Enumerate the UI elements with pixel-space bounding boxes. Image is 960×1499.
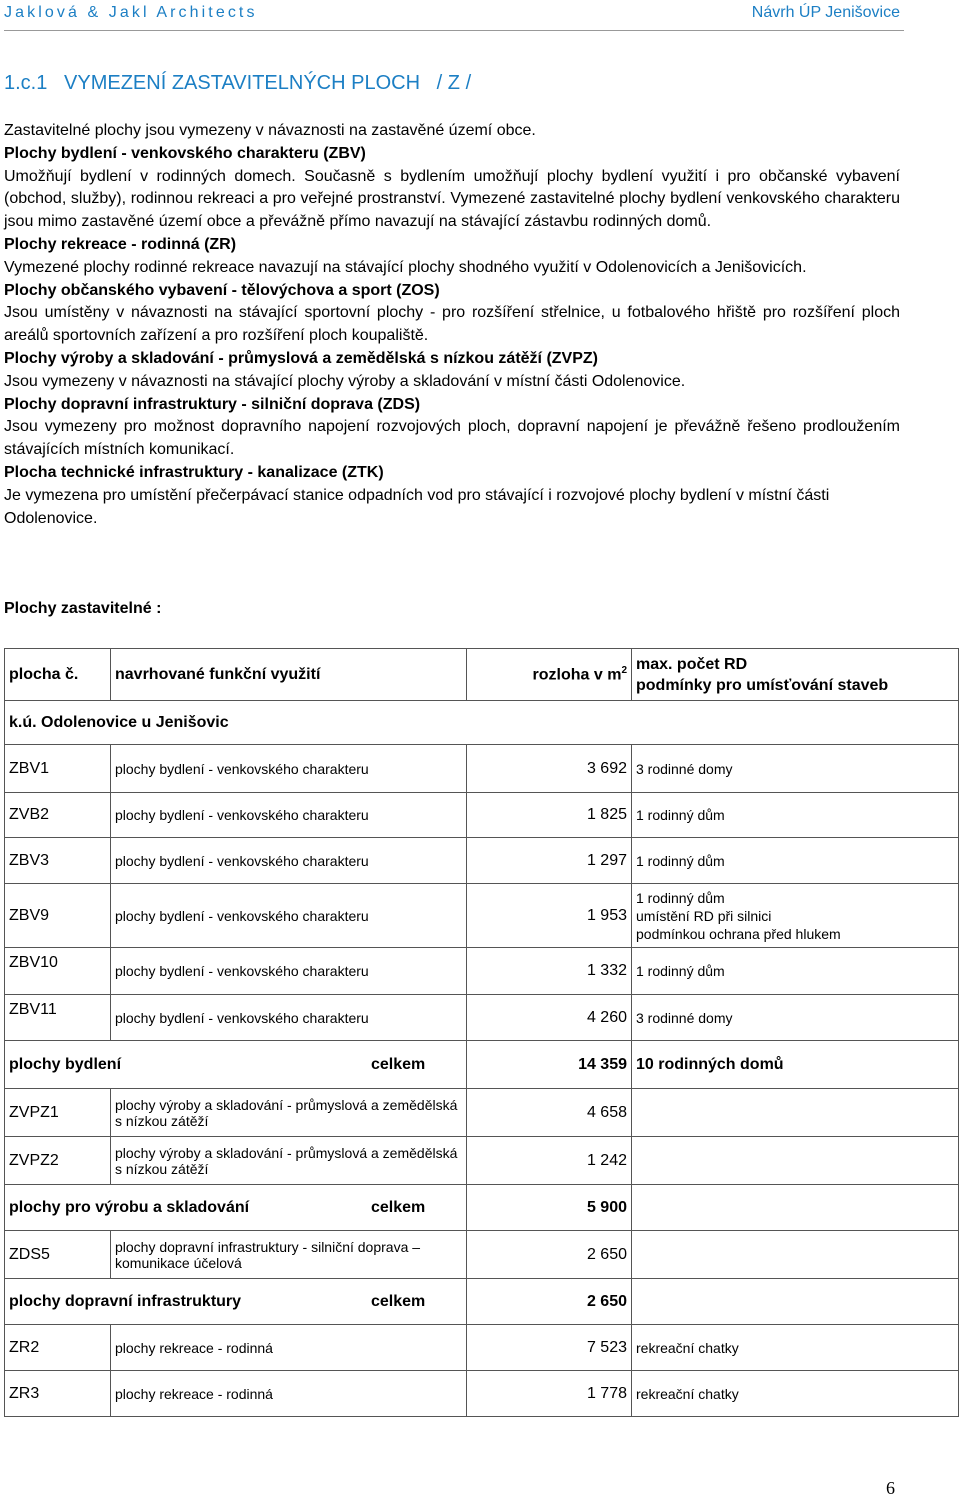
summary-label-cell: plochy dopravní infrastruktury celkem — [5, 1279, 467, 1325]
cell-zone-area: 4 658 — [467, 1089, 632, 1137]
cell-zone-id: ZBV1 — [5, 745, 111, 793]
cell-zone-notes: 3 rodinné domy — [632, 995, 959, 1041]
section-title: 1.c.1 VYMEZENÍ ZASTAVITELNÝCH PLOCH / Z / — [4, 72, 472, 94]
page-number: 6 — [886, 1478, 895, 1498]
cell-zone-use: plochy rekreace - rodinná — [111, 1371, 467, 1417]
paragraph: Vymezené plochy rodinné rekreace navazují na stávající plochy shodného využití v Odolenovicích a Jenišovicích. — [4, 258, 807, 276]
cell-zone-id: ZBV3 — [5, 838, 111, 884]
table-row — [5, 1089, 959, 1137]
header-divider — [4, 30, 904, 31]
table-row — [5, 1231, 959, 1279]
cell-zone-use: plochy bydlení - venkovského charakteru — [111, 884, 467, 948]
summary-label-cell: plochy pro výrobu a skladování celkem — [5, 1185, 467, 1231]
cell-zone-use: plochy bydlení - venkovského charakteru — [111, 948, 467, 995]
summary-note: 10 rodinných domů — [632, 1041, 959, 1089]
cell-zone-area: 1 778 — [467, 1371, 632, 1417]
cell-zone-use: plochy dopravní infrastruktury - silniční doprava – komunikace účelová — [111, 1231, 467, 1279]
table-header-row — [5, 649, 959, 701]
cadastre-row — [5, 701, 959, 745]
cell-zone-area: 1 953 — [467, 884, 632, 948]
cell-zone-id: ZVB2 — [5, 793, 111, 838]
table-row — [5, 793, 959, 838]
cell-zone-notes: 1 rodinný dům — [632, 793, 959, 838]
table-row — [5, 1325, 959, 1371]
cell-zone-notes: rekreační chatky — [632, 1371, 959, 1417]
cell-zone-use: plochy bydlení - venkovského charakteru — [111, 995, 467, 1041]
cadastre-label: k.ú. Odolenovice u Jenišovic — [5, 701, 959, 745]
cell-zone-notes — [632, 1231, 959, 1279]
cell-zone-notes — [632, 1137, 959, 1185]
header-document: Návrh ÚP Jenišovice — [751, 4, 900, 21]
cell-zone-use: plochy rekreace - rodinná — [111, 1325, 467, 1371]
paragraph-heading: Plochy občanského vybavení - tělovýchova a sport (ZOS) — [4, 281, 440, 299]
body-text — [4, 120, 900, 530]
cell-zone-use: plochy výroby a skladování - průmyslová a zemědělská s nízkou zátěží — [111, 1089, 467, 1137]
cell-zone-id: ZBV11 — [5, 995, 111, 1041]
paragraph-heading: Plochy výroby a skladování - průmyslová a zemědělská s nízkou zátěží (ZVPZ) — [4, 349, 598, 367]
summary-area: 14 359 — [467, 1041, 632, 1089]
table-row — [5, 745, 959, 793]
table-row — [5, 1371, 959, 1417]
cell-zone-area: 7 523 — [467, 1325, 632, 1371]
summary-row — [5, 1041, 959, 1089]
table-title: Plochy zastavitelné : — [4, 600, 162, 617]
cell-zone-area: 1 332 — [467, 948, 632, 995]
table-row — [5, 838, 959, 884]
cell-zone-area: 1 297 — [467, 838, 632, 884]
table-row — [5, 948, 959, 995]
header-company: Jaklová & Jakl Architects — [4, 4, 258, 21]
cell-zone-id: ZDS5 — [5, 1231, 111, 1279]
table-row — [5, 995, 959, 1041]
col-header-area: rozloha v $m^2$ — [467, 649, 632, 701]
col-header-use: navrhované funkční využití — [111, 649, 467, 701]
cell-zone-id: ZVPZ1 — [5, 1089, 111, 1137]
summary-label-cell: plochy bydlení celkem — [5, 1041, 467, 1089]
paragraph: Umožňují bydlení v rodinných domech. Současně s bydlením umožňují plochy bydlení využití i pro občanské vybavení (obchod, služby), rodinnou rekreaci a pro veřejné prostranství. Vymezené zastavitelné plochy bydlení venkovského charakteru jsou mimo zastavěné území obce a převážně přímo navazují na stávající zástavbu rodinných domů. — [4, 167, 900, 231]
paragraph: Zastavitelné plochy jsou vymezeny v návaznosti na zastavěné území obce. — [4, 122, 536, 139]
cell-zone-id: ZR3 — [5, 1371, 111, 1417]
cell-zone-use: plochy výroby a skladování - průmyslová a zemědělská s nízkou zátěží — [111, 1137, 467, 1185]
cell-zone-notes — [632, 1089, 959, 1137]
paragraph-heading: Plochy dopravní infrastruktury - silniční doprava (ZDS) — [4, 395, 421, 413]
paragraph-heading: Plochy rekreace - rodinná (ZR) — [4, 235, 237, 253]
paragraph: Je vymezena pro umístění přečerpávací stanice odpadních vod pro stávající i rozvojové plochy bydlení v místní části Odolenovice. — [4, 486, 830, 527]
summary-area: 5 900 — [467, 1185, 632, 1231]
summary-note — [632, 1185, 959, 1231]
paragraph: Jsou vymezeny v návaznosti na stávající plochy výroby a skladování v místní části Odolenovice. — [4, 372, 686, 390]
cell-zone-area: 1 242 — [467, 1137, 632, 1185]
cell-zone-id: ZBV10 — [5, 948, 111, 995]
cell-zone-id: ZBV9 — [5, 884, 111, 948]
col-header-id: plocha č. — [5, 649, 111, 701]
cell-zone-id: ZVPZ2 — [5, 1137, 111, 1185]
cell-zone-area: 1 825 — [467, 793, 632, 838]
paragraph-heading: Plocha technické infrastruktury - kanalizace (ZTK) — [4, 463, 384, 481]
cell-zone-area: 2 650 — [467, 1231, 632, 1279]
cell-zone-use: plochy bydlení - venkovského charakteru — [111, 793, 467, 838]
cell-zone-notes: 1 rodinný dům — [632, 948, 959, 995]
table-row — [5, 884, 959, 948]
page-header — [0, 0, 960, 34]
cell-zone-notes: 3 rodinné domy — [632, 745, 959, 793]
paragraph-heading: Plochy bydlení - venkovského charakteru (ZBV) — [4, 144, 366, 162]
paragraph: Jsou vymezeny pro možnost dopravního napojení rozvojových ploch, dopravní napojení je převážně řešeno prodloužením stávajících místních komunikací. — [4, 418, 900, 459]
cell-zone-area: 4 260 — [467, 995, 632, 1041]
cell-zone-notes: 1 rodinný dům umístění RD při silnici podmínkou ochrana před hlukem — [632, 884, 959, 948]
summary-row — [5, 1279, 959, 1325]
cell-zone-notes: rekreační chatky — [632, 1325, 959, 1371]
col-header-notes: max. počet RD podmínky pro umísťování staveb — [632, 649, 959, 701]
cell-zone-use: plochy bydlení - venkovského charakteru — [111, 838, 467, 884]
paragraph: Jsou umístěny v návaznosti na stávající sportovní plochy - pro rozšíření střelnice, u fotbalového hřiště pro rozšíření ploch areálů sportovních zařízení a pro rozšíření ploch koupaliště. — [4, 304, 900, 345]
cell-zone-use: plochy bydlení - venkovského charakteru — [111, 745, 467, 793]
table-row — [5, 1137, 959, 1185]
zones-table — [4, 648, 959, 1417]
cell-zone-area: 3 692 — [467, 745, 632, 793]
cell-zone-notes: 1 rodinný dům — [632, 838, 959, 884]
cell-zone-id: ZR2 — [5, 1325, 111, 1371]
summary-area: 2 650 — [467, 1279, 632, 1325]
summary-note — [632, 1279, 959, 1325]
summary-row — [5, 1185, 959, 1231]
